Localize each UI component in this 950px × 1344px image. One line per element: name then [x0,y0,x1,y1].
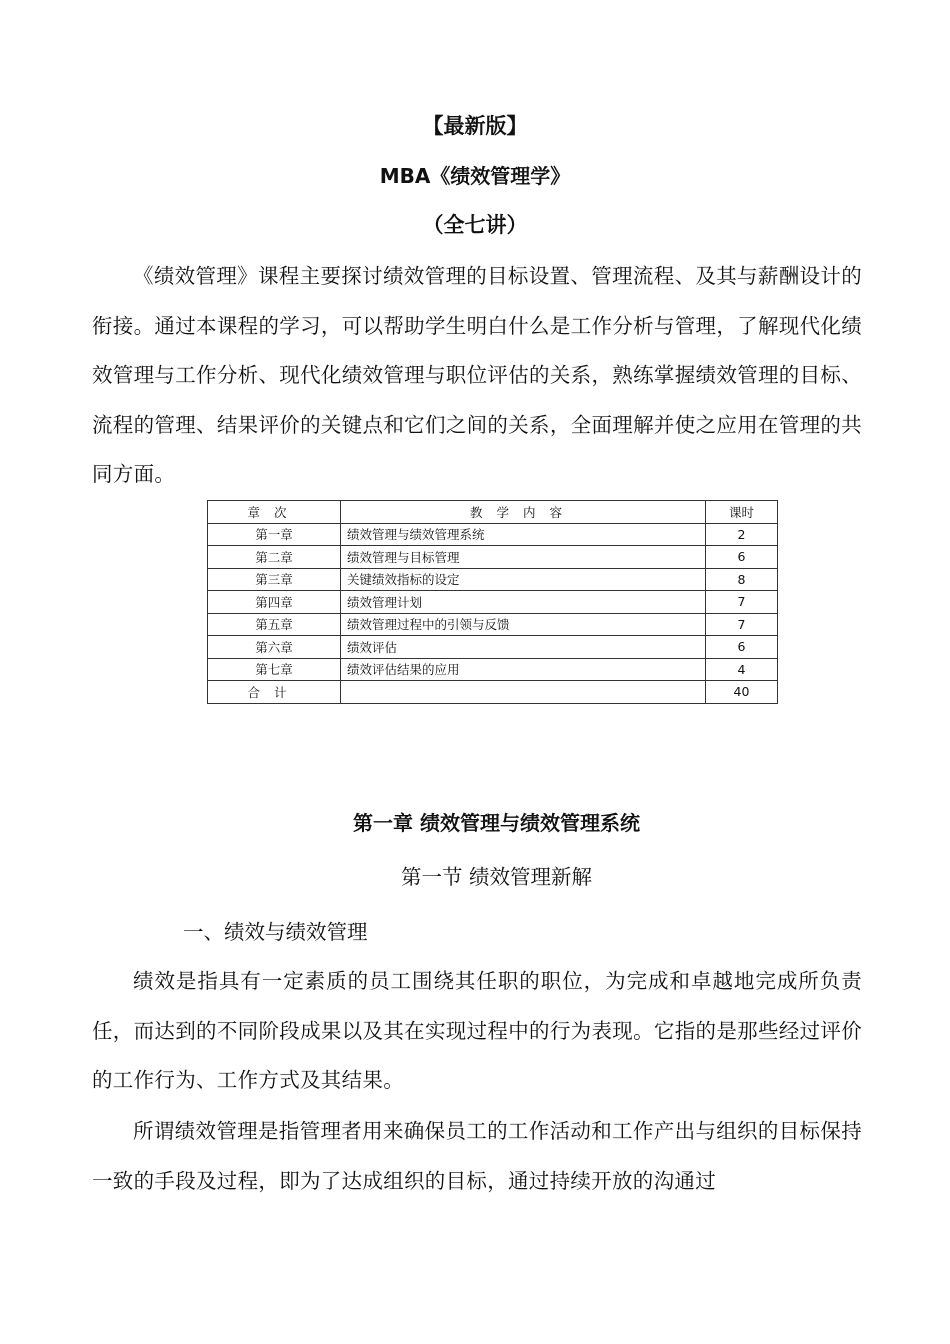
table-row [208,546,778,569]
table-row [208,636,778,659]
row-content: 关键绩效指标的设定 [341,568,706,591]
row-content: 绩效管理与目标管理 [341,546,706,569]
body-paragraph: 绩效是指具有一定素质的员工围绕其任职的职位，为完成和卓越地完成所负责任，而达到的不同阶段成果以及其在实现过程中的行为表现。它指的是那些经过评价的工作行为、工作方式及其结果。 [92,969,862,1092]
row-hours: 8 [706,568,778,591]
body-paragraph: 所谓绩效管理是指管理者用来确保员工的工作活动和工作产出与组织的目标保持一致的手段及过程，即为了达成组织的目标，通过持续开放的沟通过 [92,1119,862,1193]
intro-paragraph: 《绩效管理》课程主要探讨绩效管理的目标设置、管理流程、及其与薪酬设计的衔接。通过本课程的学习，可以帮助学生明白什么是工作分析与管理，了解现代化绩效管理与工作分析、现代化绩效管理与职位评估的关系，熟练掌握绩效管理的目标、流程的管理、结果评价的关键点和它们之间的关系，全面理解并使之应用在管理的共同方面。 [92,264,862,486]
total-label: 合计 [208,681,341,704]
section-heading: 第一节 绩效管理新解 [400,865,593,889]
row-chapter: 第五章 [208,613,341,636]
row-content: 绩效管理与绩效管理系统 [341,523,706,546]
row-chapter: 第一章 [208,523,341,546]
total-content [341,681,706,704]
total-hours: 40 [706,681,778,704]
table-row [208,591,778,614]
row-chapter: 第二章 [208,546,341,569]
table-row [208,523,778,546]
row-chapter: 第六章 [208,636,341,659]
table-header-row [208,501,778,524]
table-row [208,658,778,681]
row-content: 绩效评估结果的应用 [341,658,706,681]
row-hours: 7 [706,591,778,614]
table-row [208,613,778,636]
row-hours: 2 [706,523,778,546]
row-hours: 7 [706,613,778,636]
row-chapter: 第四章 [208,591,341,614]
chapter-heading: 第一章 绩效管理与绩效管理系统 [353,811,640,835]
document-title: MBA《绩效管理学》 [379,164,571,188]
edition-badge: 【最新版】 [422,114,528,138]
table-total-row [208,681,778,704]
row-hours: 4 [706,658,778,681]
row-hours: 6 [706,636,778,659]
row-chapter: 第三章 [208,568,341,591]
subheading: 一、绩效与绩效管理 [183,920,368,944]
header-content: 教学内容 [341,501,706,524]
table-row [208,568,778,591]
course-schedule-table [207,500,778,704]
row-content: 绩效管理过程中的引领与反馈 [341,613,706,636]
row-chapter: 第七章 [208,658,341,681]
header-hours: 课时 [706,501,778,524]
document-subtitle: （全七讲） [422,213,528,237]
header-chapter: 章次 [208,501,341,524]
row-hours: 6 [706,546,778,569]
row-content: 绩效评估 [341,636,706,659]
row-content: 绩效管理计划 [341,591,706,614]
